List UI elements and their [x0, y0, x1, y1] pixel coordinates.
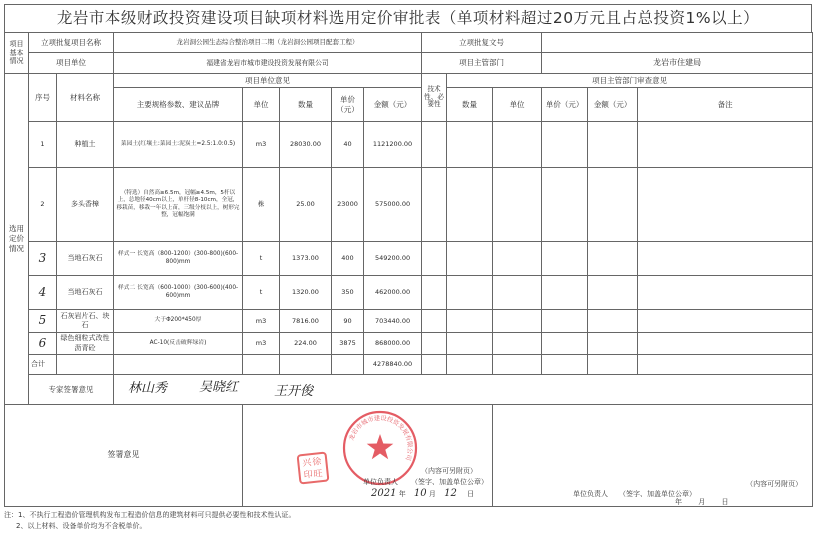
project-opinion-header: 项目单位意见 — [114, 74, 422, 88]
row-amount: 1121200.00 — [364, 122, 422, 168]
project-name-label: 立项批复项目名称 — [29, 33, 114, 53]
sign-label: 签署意见 — [5, 405, 243, 507]
left-year: 2021 — [371, 488, 397, 499]
seal-text: 龙岩市城市建设投资发展有限公司 — [348, 414, 414, 462]
right-date: 年 月 日 — [675, 498, 729, 506]
expert-signature: 吴晓红 — [199, 380, 239, 395]
row-qty: 1320.00 — [280, 276, 332, 310]
table-row — [5, 242, 813, 276]
col-unit: 单位 — [243, 88, 280, 122]
row-unit: 株 — [243, 168, 280, 242]
authority-opinion-header: 项目主管部门审查意见 — [447, 74, 813, 88]
col-review-unit: 单位 — [493, 88, 542, 122]
form-table — [4, 32, 813, 507]
footnote: 注：1、不执行工程造价管理机构发布工程造价信息的建筑材料可只提供必要性和技术性认证。 — [4, 511, 296, 519]
row-unit: t — [243, 276, 280, 310]
right-seal-note: （签字、加盖单位公章） — [619, 490, 697, 498]
footnote: 2、以上材料、设备单价均为不含税单价。 — [16, 522, 147, 530]
col-qty: 数量 — [280, 88, 332, 122]
company-seal — [341, 409, 419, 487]
col-index: 序号 — [29, 74, 57, 122]
left-month: 10 — [413, 488, 427, 499]
row-price: 400 — [332, 242, 364, 276]
col-review-qty: 数量 — [447, 88, 493, 122]
row-price: 3875 — [332, 333, 364, 355]
row-index: 4 — [29, 276, 57, 310]
row-price: 40 — [332, 122, 364, 168]
row-price: 90 — [332, 310, 364, 333]
right-sign-area — [493, 405, 813, 507]
row-spec: 样式一 长宽高（800-1200）(300-800)(600-800)mm — [114, 242, 243, 276]
row-material: 多头香樟 — [57, 168, 114, 242]
row-unit: m3 — [243, 310, 280, 333]
row-spec: 大于Φ200*450厚 — [114, 310, 243, 333]
row-index: 5 — [29, 310, 57, 333]
expert-signature: 林山秀 — [128, 381, 168, 396]
row-amount: 703440.00 — [364, 310, 422, 333]
table-row — [5, 122, 813, 168]
row-unit: m3 — [243, 333, 280, 355]
form-title: 龙岩市本级财政投资建设项目缺项材料选用定价审批表（单项材料超过20万元且占总投资1%以上） — [4, 4, 812, 32]
right-attach-note: （内容可另附页） — [746, 480, 803, 488]
left-day: 12 — [444, 488, 457, 499]
row-unit: m3 — [243, 122, 280, 168]
right-person-label: 单位负责人 — [573, 490, 609, 498]
project-unit-label: 项目单位 — [29, 53, 114, 74]
left-date: 2021 年 10 月 12 日 — [371, 488, 475, 499]
row-material: 石灰岩片石、块石 — [57, 310, 114, 333]
col-material-name: 材料名称 — [57, 74, 114, 122]
row-material: 绿色细粒式改性沥青砼 — [57, 333, 114, 355]
row-amount: 575000.00 — [364, 168, 422, 242]
row-index: 1 — [29, 122, 57, 168]
col-amount: 金额（元） — [364, 88, 422, 122]
footnotes — [4, 507, 812, 532]
row-material: 当地石灰石 — [57, 242, 114, 276]
row-amount: 868000.00 — [364, 333, 422, 355]
row-qty: 25.00 — [280, 168, 332, 242]
row-spec: （特选）自然高≥6.5m，冠幅≥4.5m，5杆以上，总地径40cm以上，单杆径8-10cm，全冠，移栽苗，移栽一年以上苗，三级分枝以上，树形完整，冠幅饱满 — [114, 168, 243, 242]
row-index: 6 — [29, 333, 57, 355]
left-person-label: 单位负责人 — [363, 478, 398, 486]
row-amount: 462000.00 — [364, 276, 422, 310]
stamp-text: 兴徐印旺 — [301, 457, 325, 481]
row-index: 3 — [29, 242, 57, 276]
total-row — [5, 355, 813, 375]
approval-number-value — [542, 33, 813, 53]
row-material: 当地石灰石 — [57, 276, 114, 310]
row-qty: 1373.00 — [280, 242, 332, 276]
row-price: 23000 — [332, 168, 364, 242]
project-unit-value: 福建省龙岩市城市建设投资发展有限公司 — [114, 53, 422, 74]
row-spec: 菜园土(红壤土:菜园土:泥炭土=2.5:1.0:0.5) — [114, 122, 243, 168]
authority-value: 龙岩市住建局 — [542, 53, 813, 74]
personal-stamp — [297, 452, 330, 485]
row-index: 2 — [29, 168, 57, 242]
row-qty: 28030.00 — [280, 122, 332, 168]
row-amount: 549200.00 — [364, 242, 422, 276]
row-spec: AC-10(反击破辉绿岩) — [114, 333, 243, 355]
row-material: 种植土 — [57, 122, 114, 168]
expert-signature: 王开俊 — [274, 384, 314, 399]
selection-section-label: 选用定价情况 — [5, 74, 29, 405]
table-row — [5, 333, 813, 355]
row-unit: t — [243, 242, 280, 276]
total-amount: 4278840.00 — [364, 355, 422, 375]
table-row — [5, 310, 813, 333]
row-qty: 7816.00 — [280, 310, 332, 333]
left-attach-note: （内容可另附页） — [421, 467, 477, 475]
col-spec: 主要规格参数、建议品牌 — [114, 88, 243, 122]
row-qty: 224.00 — [280, 333, 332, 355]
row-spec: 样式二 长宽高（600-1000）(300-600)(400-600)mm — [114, 276, 243, 310]
col-price: 单价（元） — [332, 88, 364, 122]
row-price: 350 — [332, 276, 364, 310]
col-tech: 技术性、必要性 — [422, 74, 447, 122]
expert-label: 专家签署意见 — [29, 375, 114, 405]
approval-form — [4, 4, 812, 532]
col-remark: 备注 — [638, 88, 813, 122]
total-label: 合计 — [29, 355, 57, 375]
col-review-amount: 金额（元） — [588, 88, 638, 122]
expert-signatures — [114, 375, 813, 405]
project-name-value: 龙岩洞公园生态综合整治项目二期（龙岩洞公园项目配套工程） — [114, 33, 422, 53]
project-section-label: 项目基本情况 — [5, 33, 29, 74]
col-review-price: 单价（元） — [542, 88, 588, 122]
authority-label: 项目主管部门 — [422, 53, 542, 74]
left-sign-area — [243, 405, 493, 507]
left-seal-note: （签字、加盖单位公章） — [411, 478, 488, 486]
table-row — [5, 276, 813, 310]
table-row — [5, 168, 813, 242]
approval-number-label: 立项批复文号 — [422, 33, 542, 53]
